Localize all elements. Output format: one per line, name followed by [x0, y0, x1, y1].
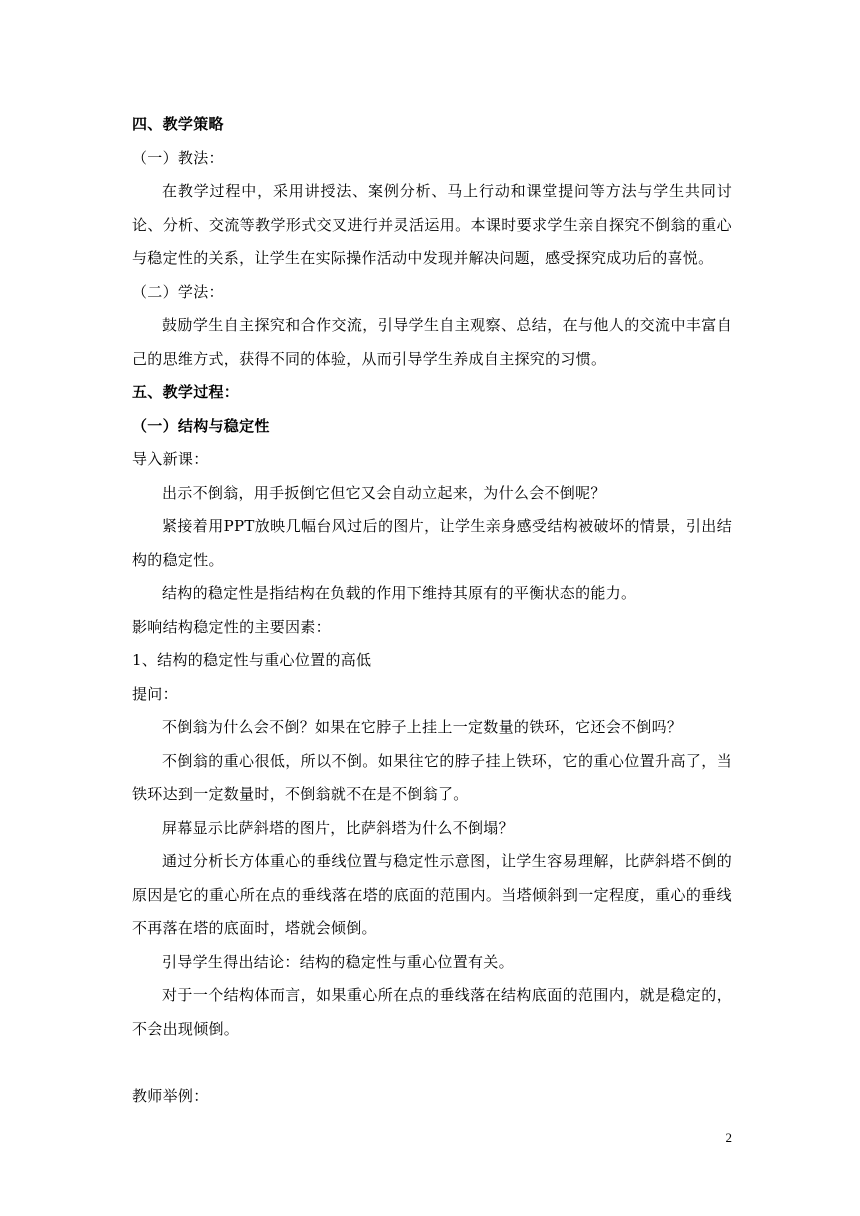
paragraph-question-1: 不倒翁为什么会不倒？如果在它脖子上挂上一定数量的铁环，它还会不倒吗？	[162, 718, 683, 736]
label-factor-1: 1、结构的稳定性与重心位置的高低	[132, 651, 372, 669]
label-teacher-example: 教师举例：	[132, 1086, 209, 1105]
paragraph-intro-3: 结构的稳定性是指结构在负载的作用下维持其原有的平衡状态的能力。	[162, 584, 637, 602]
section-heading-teaching-strategy: 四、教学策略	[132, 115, 224, 133]
paragraph-teaching-method: 在教学过程中，采用讲授法、案例分析、马上行动和课堂提问等方法与学生共同讨论、分析、交流等教学形式交叉进行并灵活运用。本课时要求学生亲自探究不倒翁的重心与稳定性的关系，让学生在实际操作活动中发现并解决问题，感受探究成功后的喜悦。	[132, 182, 732, 267]
label-factors: 影响结构稳定性的主要因素：	[132, 617, 331, 636]
paragraph-intro-1: 出示不倒翁，用手扳倒它但它又会自动立起来，为什么会不倒呢？	[162, 483, 606, 502]
paragraph-intro-2: 紧接着用PPT放映几幅台风过后的图片，让学生亲身感受结构被破坏的情景，引出结构的稳定性。	[132, 517, 732, 569]
paragraph-question-3: 屏幕显示比萨斜塔的图片，比萨斜塔为什么不倒塌？	[162, 818, 514, 837]
subheading-teaching-method: （一）教法：	[132, 148, 224, 167]
subheading-learning-method: （二）学法：	[132, 282, 224, 301]
label-question: 提问：	[132, 684, 178, 703]
paragraph-question-6: 对于一个结构体而言，如果重心所在点的垂线落在结构底面的范围内，就是稳定的，不会出现倾倒。	[132, 986, 732, 1038]
blank-line	[132, 1046, 732, 1080]
section-heading-teaching-process: 五、教学过程：	[132, 383, 240, 401]
subheading-structure-stability: （一）结构与稳定性	[132, 416, 270, 435]
paragraph-question-2: 不倒翁的重心很低，所以不倒。如果往它的脖子挂上铁环，它的重心位置升高了，当铁环达到一定数量时，不倒翁就不在是不倒翁了。	[132, 751, 732, 803]
page-content	[132, 108, 732, 1113]
paragraph-question-5: 引导学生得出结论：结构的稳定性与重心位置有关。	[162, 952, 514, 971]
label-intro: 导入新课：	[132, 450, 209, 468]
page-number: 2	[725, 1130, 732, 1145]
paragraph-learning-method: 鼓励学生自主探究和合作交流，引导学生自主观察、总结，在与他人的交流中丰富自己的思维方式，获得不同的体验，从而引导学生养成自主探究的习惯。	[132, 316, 732, 368]
paragraph-question-4: 通过分析长方体重心的垂线位置与稳定性示意图，让学生容易理解，比萨斜塔不倒的原因是它的重心所在点的垂线落在塔的底面的范围内。当塔倾斜到一定程度，重心的垂线不再落在塔的底面时，塔就会倾倒。	[132, 852, 732, 937]
